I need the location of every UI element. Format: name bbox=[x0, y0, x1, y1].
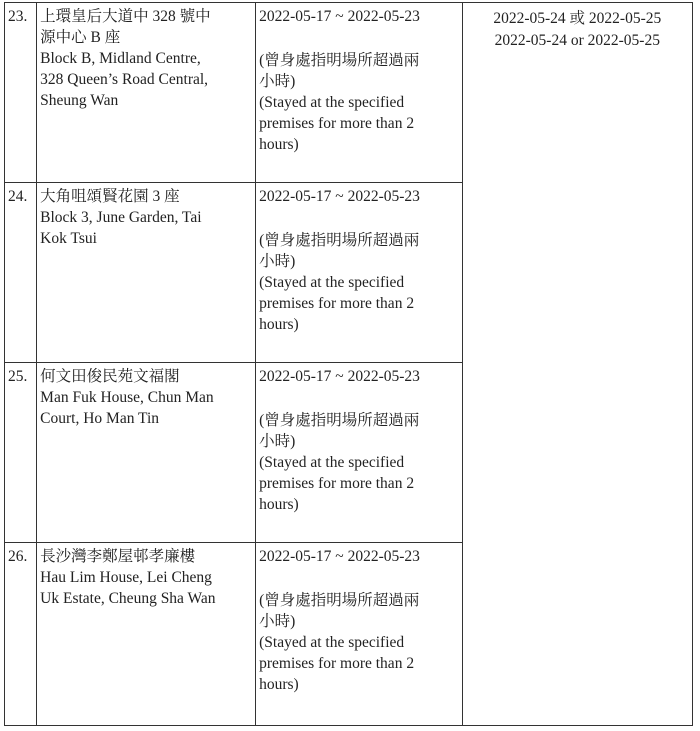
date-range: 2022-05-17 ~ 2022-05-23 bbox=[259, 8, 420, 25]
row-number: 23. bbox=[5, 3, 37, 183]
test-date-cell bbox=[462, 3, 692, 726]
remark-zh: (曾身處指明場所超過兩 bbox=[259, 52, 420, 69]
date-cell bbox=[256, 543, 463, 726]
table-row bbox=[5, 3, 693, 183]
date-range: 2022-05-17 ~ 2022-05-23 bbox=[259, 368, 420, 385]
premises-table bbox=[4, 2, 693, 726]
address-en: Block 3, June Garden, Tai bbox=[40, 209, 202, 226]
address-en: Hau Lim House, Lei Cheng bbox=[40, 569, 212, 586]
address-en: Block B, Midland Centre, bbox=[40, 50, 201, 67]
remark-en: (Stayed at the specified bbox=[259, 94, 405, 111]
remark-en: hours) bbox=[259, 676, 299, 693]
address-en: Sheung Wan bbox=[40, 92, 119, 109]
remark-en: (Stayed at the specified bbox=[259, 454, 405, 471]
remark-en: (Stayed at the specified bbox=[259, 634, 405, 651]
address-en: Kok Tsui bbox=[40, 230, 97, 247]
remark-zh: 小時) bbox=[259, 613, 296, 630]
row-number: 26. bbox=[5, 543, 37, 726]
remark-zh: (曾身處指明場所超過兩 bbox=[259, 232, 420, 249]
remark-zh: 小時) bbox=[259, 253, 296, 270]
remark-en: premises for more than 2 bbox=[259, 115, 415, 132]
remark-zh: 小時) bbox=[259, 433, 296, 450]
address-cell bbox=[37, 183, 256, 363]
address-cell bbox=[37, 363, 256, 543]
remark-en: hours) bbox=[259, 316, 299, 333]
test-date-en: 2022-05-24 or 2022-05-25 bbox=[494, 32, 660, 49]
address-cell bbox=[37, 3, 256, 183]
test-date-zh: 2022-05-24 或 2022-05-25 bbox=[493, 10, 662, 27]
address-cell bbox=[37, 543, 256, 726]
remark-zh: 小時) bbox=[259, 73, 296, 90]
remark-en: premises for more than 2 bbox=[259, 655, 415, 672]
date-cell bbox=[256, 183, 463, 363]
date-cell bbox=[256, 3, 463, 183]
row-number: 24. bbox=[5, 183, 37, 363]
address-zh: 大角咀頌賢花園 3 座 bbox=[40, 188, 180, 205]
remark-zh: (曾身處指明場所超過兩 bbox=[259, 412, 420, 429]
row-number: 25. bbox=[5, 363, 37, 543]
date-cell bbox=[256, 363, 463, 543]
address-zh: 上環皇后大道中 328 號中 bbox=[40, 8, 211, 25]
address-en: Court, Ho Man Tin bbox=[40, 410, 160, 427]
remark-zh: (曾身處指明場所超過兩 bbox=[259, 592, 420, 609]
remark-en: hours) bbox=[259, 136, 299, 153]
remark-en: hours) bbox=[259, 496, 299, 513]
remark-en: premises for more than 2 bbox=[259, 475, 415, 492]
remark-en: premises for more than 2 bbox=[259, 295, 415, 312]
address-zh: 何文田俊民苑文福閣 bbox=[40, 368, 180, 385]
address-en: 328 Queen’s Road Central, bbox=[40, 71, 209, 88]
address-zh: 長沙灣李鄭屋邨孝廉樓 bbox=[40, 548, 196, 565]
date-range: 2022-05-17 ~ 2022-05-23 bbox=[259, 548, 420, 565]
date-range: 2022-05-17 ~ 2022-05-23 bbox=[259, 188, 420, 205]
address-en: Man Fuk House, Chun Man bbox=[40, 389, 214, 406]
address-zh: 源中心 B 座 bbox=[40, 29, 121, 46]
address-en: Uk Estate, Cheung Sha Wan bbox=[40, 590, 216, 607]
remark-en: (Stayed at the specified bbox=[259, 274, 405, 291]
